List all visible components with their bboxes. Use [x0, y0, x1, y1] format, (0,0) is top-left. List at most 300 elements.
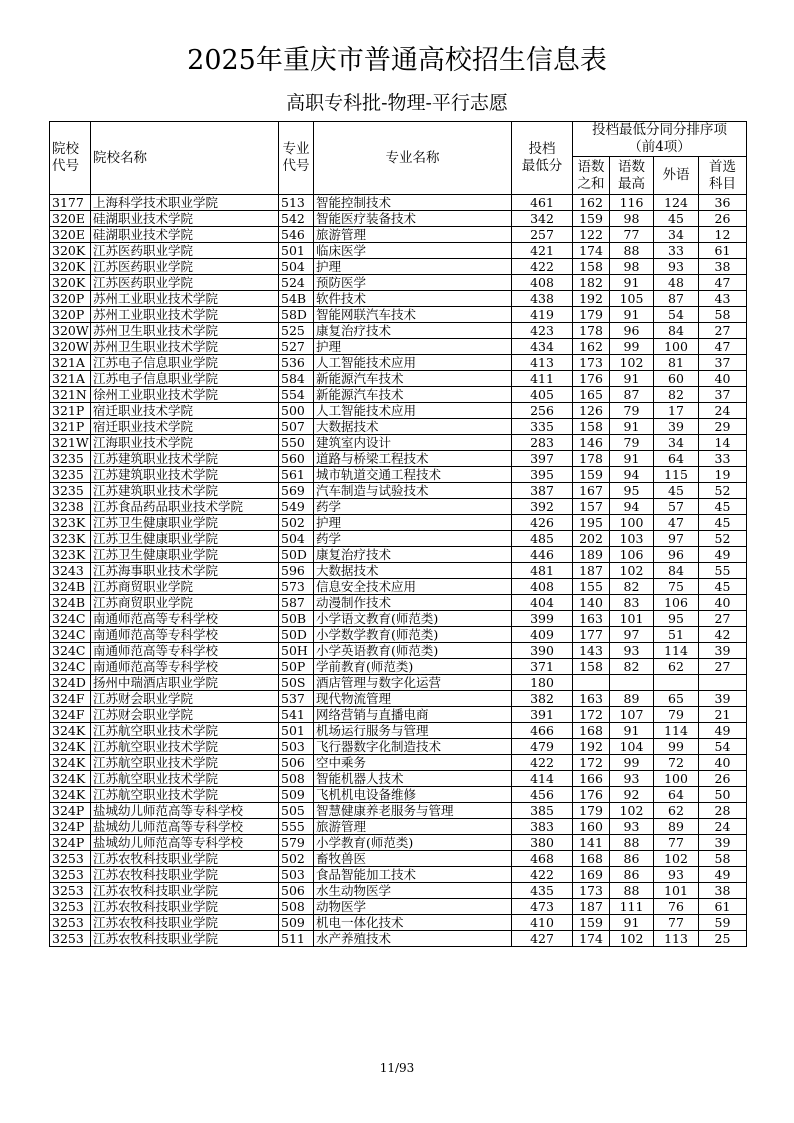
school-code-cell: 324C	[50, 659, 91, 675]
major-name-cell: 旅游管理	[314, 819, 512, 835]
major-name-cell: 智能控制技术	[314, 195, 512, 211]
major-code-cell: 501	[279, 243, 314, 259]
first-choice-cell: 25	[699, 931, 747, 947]
major-code-cell: 50H	[279, 643, 314, 659]
chinese-math-sum-cell: 167	[573, 483, 610, 499]
header-chinese-math-max: 语数 最高	[610, 157, 654, 195]
school-name-cell: 苏州工业职业技术学院	[91, 291, 279, 307]
table-row	[50, 275, 747, 291]
school-code-cell: 324K	[50, 771, 91, 787]
major-code-cell: 527	[279, 339, 314, 355]
header-major-name: 专业名称	[314, 122, 512, 195]
major-name-cell: 大数据技术	[314, 419, 512, 435]
major-name-cell: 康复治疗技术	[314, 323, 512, 339]
english-cell	[654, 675, 699, 691]
first-choice-cell: 27	[699, 323, 747, 339]
table-row	[50, 387, 747, 403]
major-name-cell: 建筑室内设计	[314, 435, 512, 451]
school-name-cell: 江苏农牧科技职业学院	[91, 899, 279, 915]
school-code-cell: 324C	[50, 643, 91, 659]
table-row	[50, 195, 747, 211]
table-row	[50, 819, 747, 835]
chinese-math-sum-cell: 158	[573, 659, 610, 675]
chinese-math-sum-cell: 173	[573, 355, 610, 371]
chinese-math-sum-cell: 140	[573, 595, 610, 611]
table-row	[50, 515, 747, 531]
major-code-cell: 579	[279, 835, 314, 851]
major-code-cell: 50B	[279, 611, 314, 627]
min-score-cell: 422	[512, 867, 573, 883]
major-name-cell: 旅游管理	[314, 227, 512, 243]
first-choice-cell: 45	[699, 515, 747, 531]
min-score-cell: 382	[512, 691, 573, 707]
school-name-cell: 硅湖职业技术学院	[91, 211, 279, 227]
first-choice-cell: 47	[699, 275, 747, 291]
table-row	[50, 467, 747, 483]
chinese-math-sum-cell: 162	[573, 339, 610, 355]
header-first-choice: 首选 科目	[699, 157, 747, 195]
school-name-cell: 宿迁职业技术学院	[91, 419, 279, 435]
school-code-cell: 320P	[50, 291, 91, 307]
school-name-cell: 南通师范高等专科学校	[91, 643, 279, 659]
major-name-cell: 食品智能加工技术	[314, 867, 512, 883]
major-code-cell: 503	[279, 867, 314, 883]
major-code-cell: 506	[279, 883, 314, 899]
chinese-math-max-cell: 99	[610, 339, 654, 355]
major-code-cell: 502	[279, 851, 314, 867]
min-score-cell: 392	[512, 499, 573, 515]
school-code-cell: 324P	[50, 819, 91, 835]
school-name-cell: 江苏财会职业学院	[91, 691, 279, 707]
first-choice-cell	[699, 675, 747, 691]
school-code-cell: 321W	[50, 435, 91, 451]
chinese-math-sum-cell: 146	[573, 435, 610, 451]
school-name-cell: 江苏商贸职业学院	[91, 579, 279, 595]
major-code-cell: 50S	[279, 675, 314, 691]
header-school-name: 院校名称	[91, 122, 279, 195]
header-tiebreak-group: 投档最低分同分排序项 （前4项）	[573, 122, 747, 157]
chinese-math-max-cell: 91	[610, 915, 654, 931]
school-name-cell: 江苏航空职业技术学院	[91, 755, 279, 771]
school-name-cell: 江苏建筑职业技术学院	[91, 451, 279, 467]
english-cell: 60	[654, 371, 699, 387]
chinese-math-sum-cell: 195	[573, 515, 610, 531]
school-name-cell: 江苏航空职业技术学院	[91, 739, 279, 755]
first-choice-cell: 26	[699, 771, 747, 787]
min-score-cell: 456	[512, 787, 573, 803]
chinese-math-sum-cell: 166	[573, 771, 610, 787]
school-name-cell: 江苏农牧科技职业学院	[91, 851, 279, 867]
table-row	[50, 675, 747, 691]
min-score-cell: 413	[512, 355, 573, 371]
major-code-cell: 50D	[279, 627, 314, 643]
english-cell: 97	[654, 531, 699, 547]
school-code-cell: 321A	[50, 355, 91, 371]
school-name-cell: 苏州卫生职业技术学院	[91, 339, 279, 355]
first-choice-cell: 27	[699, 659, 747, 675]
school-code-cell: 3235	[50, 467, 91, 483]
first-choice-cell: 27	[699, 611, 747, 627]
school-name-cell: 江苏建筑职业技术学院	[91, 483, 279, 499]
min-score-cell: 423	[512, 323, 573, 339]
english-cell: 106	[654, 595, 699, 611]
first-choice-cell: 40	[699, 595, 747, 611]
chinese-math-max-cell: 91	[610, 307, 654, 323]
first-choice-cell: 59	[699, 915, 747, 931]
major-name-cell: 网络营销与直播电商	[314, 707, 512, 723]
header-min-score: 投档 最低分	[512, 122, 573, 195]
school-code-cell: 321P	[50, 419, 91, 435]
english-cell: 114	[654, 723, 699, 739]
school-code-cell: 321A	[50, 371, 91, 387]
chinese-math-sum-cell: 159	[573, 467, 610, 483]
school-name-cell: 苏州卫生职业技术学院	[91, 323, 279, 339]
table-row	[50, 547, 747, 563]
school-name-cell: 江苏航空职业技术学院	[91, 771, 279, 787]
chinese-math-max-cell: 102	[610, 931, 654, 947]
school-code-cell: 3235	[50, 483, 91, 499]
school-name-cell: 江苏航空职业技术学院	[91, 723, 279, 739]
english-cell: 64	[654, 451, 699, 467]
major-name-cell: 新能源汽车技术	[314, 387, 512, 403]
min-score-cell: 180	[512, 675, 573, 691]
major-name-cell: 智能医疗装备技术	[314, 211, 512, 227]
chinese-math-sum-cell: 160	[573, 819, 610, 835]
major-name-cell: 人工智能技术应用	[314, 355, 512, 371]
major-name-cell: 飞机机电设备维修	[314, 787, 512, 803]
english-cell: 77	[654, 835, 699, 851]
min-score-cell: 391	[512, 707, 573, 723]
major-name-cell: 软件技术	[314, 291, 512, 307]
school-code-cell: 320K	[50, 259, 91, 275]
english-cell: 48	[654, 275, 699, 291]
first-choice-cell: 39	[699, 691, 747, 707]
major-name-cell: 信息安全技术应用	[314, 579, 512, 595]
major-code-cell: 508	[279, 899, 314, 915]
chinese-math-sum-cell: 174	[573, 931, 610, 947]
school-code-cell: 324F	[50, 691, 91, 707]
major-code-cell: 537	[279, 691, 314, 707]
chinese-math-sum-cell: 187	[573, 563, 610, 579]
major-name-cell: 智慧健康养老服务与管理	[314, 803, 512, 819]
english-cell: 100	[654, 339, 699, 355]
school-code-cell: 323K	[50, 547, 91, 563]
english-cell: 87	[654, 291, 699, 307]
min-score-cell: 419	[512, 307, 573, 323]
chinese-math-max-cell: 94	[610, 499, 654, 515]
chinese-math-max-cell: 91	[610, 451, 654, 467]
english-cell: 77	[654, 915, 699, 931]
major-name-cell: 道路与桥梁工程技术	[314, 451, 512, 467]
chinese-math-max-cell: 91	[610, 723, 654, 739]
major-code-cell: 505	[279, 803, 314, 819]
major-name-cell: 智能机器人技术	[314, 771, 512, 787]
chinese-math-sum-cell: 178	[573, 451, 610, 467]
chinese-math-sum-cell: 172	[573, 755, 610, 771]
chinese-math-sum-cell: 182	[573, 275, 610, 291]
major-code-cell: 501	[279, 723, 314, 739]
english-cell: 99	[654, 739, 699, 755]
chinese-math-max-cell: 98	[610, 259, 654, 275]
first-choice-cell: 26	[699, 211, 747, 227]
chinese-math-sum-cell: 168	[573, 723, 610, 739]
chinese-math-max-cell: 99	[610, 755, 654, 771]
first-choice-cell: 49	[699, 547, 747, 563]
chinese-math-max-cell: 91	[610, 371, 654, 387]
min-score-cell: 414	[512, 771, 573, 787]
min-score-cell: 283	[512, 435, 573, 451]
major-name-cell: 护理	[314, 259, 512, 275]
min-score-cell: 335	[512, 419, 573, 435]
first-choice-cell: 37	[699, 355, 747, 371]
school-name-cell: 江苏财会职业学院	[91, 707, 279, 723]
chinese-math-sum-cell	[573, 675, 610, 691]
table-row	[50, 227, 747, 243]
english-cell: 93	[654, 259, 699, 275]
school-code-cell: 3243	[50, 563, 91, 579]
school-code-cell: 3177	[50, 195, 91, 211]
first-choice-cell: 45	[699, 499, 747, 515]
min-score-cell: 387	[512, 483, 573, 499]
major-code-cell: 555	[279, 819, 314, 835]
school-code-cell: 3253	[50, 899, 91, 915]
chinese-math-sum-cell: 169	[573, 867, 610, 883]
major-name-cell: 小学数学教育(师范类)	[314, 627, 512, 643]
english-cell: 34	[654, 227, 699, 243]
major-name-cell: 人工智能技术应用	[314, 403, 512, 419]
chinese-math-max-cell: 104	[610, 739, 654, 755]
header-english: 外语	[654, 157, 699, 195]
admission-table	[49, 121, 747, 947]
min-score-cell: 408	[512, 275, 573, 291]
major-name-cell: 小学英语教育(师范类)	[314, 643, 512, 659]
major-name-cell: 动物医学	[314, 899, 512, 915]
chinese-math-max-cell: 103	[610, 531, 654, 547]
min-score-cell: 461	[512, 195, 573, 211]
major-code-cell: 50D	[279, 547, 314, 563]
table-row	[50, 291, 747, 307]
first-choice-cell: 29	[699, 419, 747, 435]
chinese-math-max-cell: 96	[610, 323, 654, 339]
english-cell: 101	[654, 883, 699, 899]
school-name-cell: 江苏航空职业技术学院	[91, 787, 279, 803]
english-cell: 113	[654, 931, 699, 947]
page-subtitle: 高职专科批-物理-平行志愿	[286, 92, 508, 114]
major-code-cell: 541	[279, 707, 314, 723]
table-row	[50, 723, 747, 739]
chinese-math-sum-cell: 172	[573, 707, 610, 723]
school-name-cell: 宿迁职业技术学院	[91, 403, 279, 419]
header-chinese-math-sum: 语数 之和	[573, 157, 610, 195]
first-choice-cell: 49	[699, 867, 747, 883]
school-code-cell: 320W	[50, 323, 91, 339]
table-row	[50, 403, 747, 419]
major-name-cell: 飞行器数字化制造技术	[314, 739, 512, 755]
min-score-cell: 390	[512, 643, 573, 659]
major-code-cell: 54B	[279, 291, 314, 307]
major-code-cell: 584	[279, 371, 314, 387]
min-score-cell: 434	[512, 339, 573, 355]
school-name-cell: 江苏食品药品职业技术学院	[91, 499, 279, 515]
major-name-cell: 机电一体化技术	[314, 915, 512, 931]
school-name-cell: 江苏医药职业学院	[91, 259, 279, 275]
table-row	[50, 659, 747, 675]
major-code-cell: 524	[279, 275, 314, 291]
table-row	[50, 899, 747, 915]
page-title: 2025年重庆市普通高校招生信息表	[187, 45, 607, 76]
min-score-cell: 257	[512, 227, 573, 243]
table-header	[50, 122, 747, 195]
first-choice-cell: 58	[699, 851, 747, 867]
english-cell: 64	[654, 787, 699, 803]
school-code-cell: 324K	[50, 755, 91, 771]
min-score-cell: 422	[512, 259, 573, 275]
school-name-cell: 硅湖职业技术学院	[91, 227, 279, 243]
table-row	[50, 787, 747, 803]
first-choice-cell: 24	[699, 403, 747, 419]
english-cell: 62	[654, 803, 699, 819]
school-name-cell: 扬州中瑞酒店职业学院	[91, 675, 279, 691]
school-code-cell: 323K	[50, 515, 91, 531]
first-choice-cell: 61	[699, 899, 747, 915]
min-score-cell: 438	[512, 291, 573, 307]
chinese-math-max-cell: 105	[610, 291, 654, 307]
school-code-cell: 3238	[50, 499, 91, 515]
major-name-cell: 药学	[314, 531, 512, 547]
school-code-cell: 323K	[50, 531, 91, 547]
chinese-math-max-cell: 77	[610, 227, 654, 243]
major-code-cell: 561	[279, 467, 314, 483]
min-score-cell: 421	[512, 243, 573, 259]
english-cell: 115	[654, 467, 699, 483]
school-name-cell: 江苏电子信息职业学院	[91, 371, 279, 387]
table-row	[50, 371, 747, 387]
major-code-cell: 560	[279, 451, 314, 467]
chinese-math-max-cell: 102	[610, 803, 654, 819]
chinese-math-sum-cell: 126	[573, 403, 610, 419]
chinese-math-max-cell: 93	[610, 771, 654, 787]
table-row	[50, 259, 747, 275]
chinese-math-sum-cell: 162	[573, 195, 610, 211]
english-cell: 72	[654, 755, 699, 771]
school-name-cell: 江苏农牧科技职业学院	[91, 931, 279, 947]
major-code-cell: 509	[279, 787, 314, 803]
table-body	[50, 195, 747, 947]
major-name-cell: 康复治疗技术	[314, 547, 512, 563]
chinese-math-max-cell: 102	[610, 563, 654, 579]
school-code-cell: 3253	[50, 883, 91, 899]
first-choice-cell: 12	[699, 227, 747, 243]
major-code-cell: 569	[279, 483, 314, 499]
school-name-cell: 江苏电子信息职业学院	[91, 355, 279, 371]
chinese-math-sum-cell: 192	[573, 739, 610, 755]
table-row	[50, 691, 747, 707]
school-code-cell: 324C	[50, 611, 91, 627]
school-code-cell: 324B	[50, 595, 91, 611]
first-choice-cell: 24	[699, 819, 747, 835]
chinese-math-max-cell: 93	[610, 819, 654, 835]
table-row	[50, 339, 747, 355]
table-row	[50, 915, 747, 931]
first-choice-cell: 36	[699, 195, 747, 211]
english-cell: 65	[654, 691, 699, 707]
min-score-cell: 256	[512, 403, 573, 419]
first-choice-cell: 54	[699, 739, 747, 755]
school-name-cell: 江苏建筑职业技术学院	[91, 467, 279, 483]
major-name-cell: 护理	[314, 515, 512, 531]
chinese-math-max-cell	[610, 675, 654, 691]
english-cell: 93	[654, 867, 699, 883]
major-code-cell: 536	[279, 355, 314, 371]
first-choice-cell: 52	[699, 483, 747, 499]
first-choice-cell: 47	[699, 339, 747, 355]
major-code-cell: 508	[279, 771, 314, 787]
major-code-cell: 503	[279, 739, 314, 755]
english-cell: 45	[654, 483, 699, 499]
school-code-cell: 3253	[50, 931, 91, 947]
chinese-math-max-cell: 111	[610, 899, 654, 915]
major-name-cell: 学前教育(师范类)	[314, 659, 512, 675]
table-row	[50, 483, 747, 499]
english-cell: 34	[654, 435, 699, 451]
english-cell: 84	[654, 323, 699, 339]
min-score-cell: 427	[512, 931, 573, 947]
major-name-cell: 现代物流管理	[314, 691, 512, 707]
chinese-math-sum-cell: 179	[573, 803, 610, 819]
school-code-cell: 320K	[50, 243, 91, 259]
major-name-cell: 汽车制造与试验技术	[314, 483, 512, 499]
table-row	[50, 931, 747, 947]
major-name-cell: 动漫制作技术	[314, 595, 512, 611]
major-code-cell: 573	[279, 579, 314, 595]
min-score-cell: 342	[512, 211, 573, 227]
english-cell: 114	[654, 643, 699, 659]
school-name-cell: 江海职业技术学院	[91, 435, 279, 451]
chinese-math-max-cell: 95	[610, 483, 654, 499]
school-name-cell: 江苏海事职业技术学院	[91, 563, 279, 579]
english-cell: 102	[654, 851, 699, 867]
english-cell: 75	[654, 579, 699, 595]
english-cell: 33	[654, 243, 699, 259]
chinese-math-sum-cell: 157	[573, 499, 610, 515]
school-code-cell: 3253	[50, 915, 91, 931]
table-row	[50, 803, 747, 819]
chinese-math-max-cell: 82	[610, 659, 654, 675]
chinese-math-max-cell: 100	[610, 515, 654, 531]
first-choice-cell: 33	[699, 451, 747, 467]
chinese-math-max-cell: 97	[610, 627, 654, 643]
chinese-math-max-cell: 91	[610, 419, 654, 435]
school-code-cell: 324P	[50, 835, 91, 851]
table-row	[50, 627, 747, 643]
major-name-cell: 空中乘务	[314, 755, 512, 771]
major-code-cell: 509	[279, 915, 314, 931]
school-name-cell: 南通师范高等专科学校	[91, 611, 279, 627]
min-score-cell: 466	[512, 723, 573, 739]
chinese-math-max-cell: 79	[610, 435, 654, 451]
chinese-math-max-cell: 98	[610, 211, 654, 227]
english-cell: 124	[654, 195, 699, 211]
school-code-cell: 320K	[50, 275, 91, 291]
table-row	[50, 771, 747, 787]
major-code-cell: 502	[279, 515, 314, 531]
table-row	[50, 611, 747, 627]
chinese-math-max-cell: 107	[610, 707, 654, 723]
min-score-cell: 395	[512, 467, 573, 483]
chinese-math-sum-cell: 163	[573, 611, 610, 627]
major-name-cell: 城市轨道交通工程技术	[314, 467, 512, 483]
table-row	[50, 323, 747, 339]
